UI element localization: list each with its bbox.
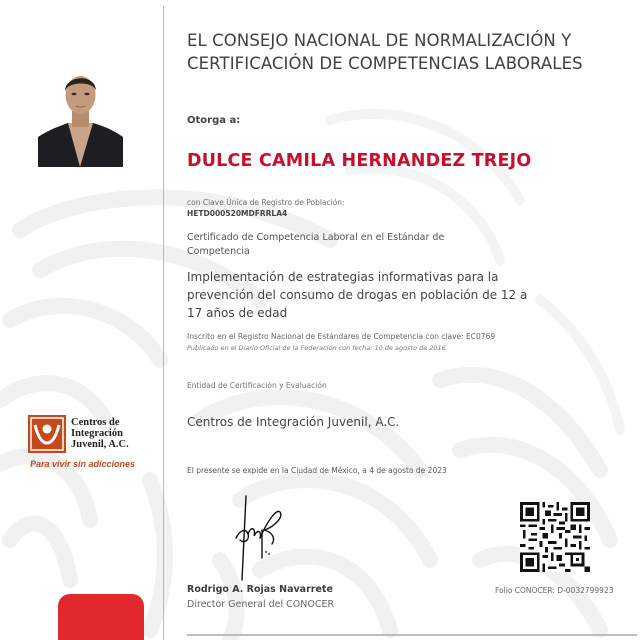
standard-name: Implementación de estrategias informativas para la prevención del consumo de drogas en población de 12 a 17 años de edad: [187, 270, 528, 320]
registry-text: Inscrito en el Registro Nacional de Estándares de Competencia con clave: EC0769: [187, 332, 496, 341]
recipient-photo: [38, 67, 123, 167]
grants-label: Otorga a:: [187, 115, 241, 126]
published-text: Publicado en el Diario Oficial de la Federación con fecha: 10 de agosto de 2016.: [187, 344, 448, 352]
red-corner-block: [58, 594, 144, 640]
cij-tagline: Para vivir sin adicciones: [30, 459, 136, 469]
curp-label: con Clave Única de Registro de Población:: [187, 198, 345, 207]
issuer-title: EL CONSEJO NACIONAL DE NORMALIZACIÓN Y CERTIFICACIÓN DE COMPETENCIAS LABORALES: [187, 31, 583, 73]
bottom-rule: [187, 634, 637, 636]
cij-logo-line2: Integración: [71, 428, 123, 439]
folio-number: Folio CONOCER: D-0032799923: [495, 586, 614, 595]
signature: [232, 494, 292, 582]
cij-logo-line1: Centros de: [71, 417, 120, 428]
signer-name: Rodrigo A. Rojas Navarrete: [187, 584, 333, 595]
entity-name: Centros de Integración Juvenil, A.C.: [187, 415, 400, 429]
vertical-divider: [163, 6, 164, 640]
certificate-type: Certificado de Competencia Laboral en el Estándar de Competencia: [187, 232, 445, 257]
issue-text: El presente se expide en la Ciudad de México, a 4 de agosto de 2023: [187, 466, 447, 475]
cij-logo-icon: [28, 415, 66, 453]
curp-value: HETD000520MDFRRLA4: [187, 209, 288, 218]
entity-label: Entidad de Certificación y Evaluación: [187, 381, 327, 390]
cij-logo: [28, 415, 163, 475]
cij-logo-line3: Juvenil, A.C.: [71, 439, 129, 450]
recipient-name: DULCE CAMILA HERNANDEZ TREJO: [187, 151, 532, 171]
signer-role: Director General del CONOCER: [187, 599, 335, 610]
qr-code[interactable]: [520, 502, 590, 572]
